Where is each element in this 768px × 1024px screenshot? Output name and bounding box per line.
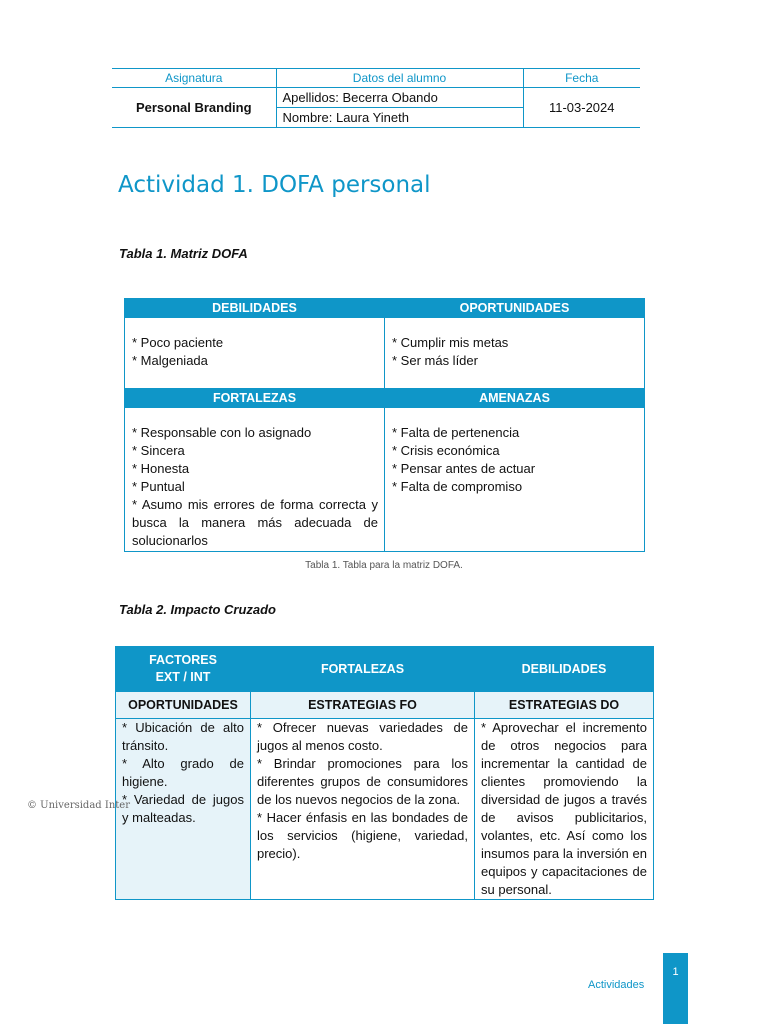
list-item: * Malgeniada: [132, 353, 208, 368]
threats-header: AMENAZAS: [385, 389, 645, 408]
list-item: * Alto grado de higiene.: [122, 756, 244, 789]
surnames-value: Apellidos: Becerra Obando: [276, 88, 523, 108]
list-item: * Crisis económica: [392, 443, 500, 458]
header-table: [112, 68, 640, 128]
list-item: * Falta de compromiso: [392, 479, 523, 494]
weaknesses-header: DEBILIDADES: [475, 647, 654, 692]
table2-label: Tabla 2. Impacto Cruzado: [119, 602, 276, 617]
factors-header: [116, 647, 251, 692]
list-item: * Pensar antes de actuar: [392, 461, 536, 476]
opportunities-cell: [385, 318, 645, 389]
header-col-date: Fecha: [523, 69, 640, 88]
fo-strategies-cell: [251, 719, 475, 900]
table1-caption: Tabla 1. Tabla para la matriz DOFA.: [305, 560, 463, 571]
university-watermark: © Universidad Inter: [27, 800, 130, 811]
list-item: * Ofrecer nuevas variedades de jugos al menos costo.: [257, 720, 468, 753]
cross-impact-table: [115, 646, 654, 900]
list-item: * Brindar promociones para los diferentes grupos de consumidores de los nuevos negocios de la zona.: [257, 756, 468, 807]
name-value: Nombre: Laura Yineth: [276, 108, 523, 128]
page-number-bar: [663, 953, 688, 1024]
do-strategies-label: ESTRATEGIAS DO: [475, 692, 654, 719]
list-item: * Aprovechar el incremento de otros negocios para incrementar la cantidad de clientes promoviendo la diversidad de jugos a través de avisos publicitarios, volantes, etc. Así como los insumos para la inversión en equipos y capacitaciones de su personal.: [481, 720, 647, 897]
threats-cell: [385, 408, 645, 552]
header-col-subject: Asignatura: [112, 69, 276, 88]
factors-header-line2: EXT / INT: [155, 670, 211, 684]
table1-label: Tabla 1. Matriz DOFA: [119, 246, 248, 261]
list-item: * Ser más líder: [392, 353, 478, 368]
list-item: * Variedad de jugos y malteadas.: [122, 792, 244, 825]
list-item: * Asumo mis errores de forma correcta y busca la manera más adecuada de solucionarlos: [132, 497, 378, 548]
opportunities-cell: [116, 719, 251, 900]
strengths-cell: [125, 408, 385, 552]
strengths-header: FORTALEZAS: [251, 647, 475, 692]
opportunities-header: OPORTUNIDADES: [385, 299, 645, 318]
list-item: * Cumplir mis metas: [392, 335, 509, 350]
list-item: * Poco paciente: [132, 335, 224, 350]
footer-label: Actividades: [588, 979, 645, 991]
date-value: 11-03-2024: [523, 88, 640, 128]
opportunities-label: OPORTUNIDADES: [116, 692, 251, 719]
header-col-student: Datos del alumno: [276, 69, 523, 88]
list-item: * Hacer énfasis en las bondades de los servicios (higiene, variedad, precio).: [257, 810, 468, 861]
do-strategies-cell: [475, 719, 654, 900]
dofa-table: [124, 298, 645, 552]
list-item: * Puntual: [132, 479, 185, 494]
list-item: * Sincera: [132, 443, 185, 458]
page-number: 1: [672, 966, 679, 978]
weaknesses-header: DEBILIDADES: [125, 299, 385, 318]
list-item: * Responsable con lo asignado: [132, 425, 312, 440]
list-item: * Honesta: [132, 461, 190, 476]
weaknesses-cell: [125, 318, 385, 389]
page-title: Actividad 1. DOFA personal: [118, 172, 431, 198]
subject-value: Personal Branding: [112, 88, 276, 128]
strengths-header: FORTALEZAS: [125, 389, 385, 408]
factors-header-line1: FACTORES: [149, 653, 217, 667]
list-item: * Falta de pertenencia: [392, 425, 520, 440]
fo-strategies-label: ESTRATEGIAS FO: [251, 692, 475, 719]
list-item: * Ubicación de alto tránsito.: [122, 720, 244, 753]
